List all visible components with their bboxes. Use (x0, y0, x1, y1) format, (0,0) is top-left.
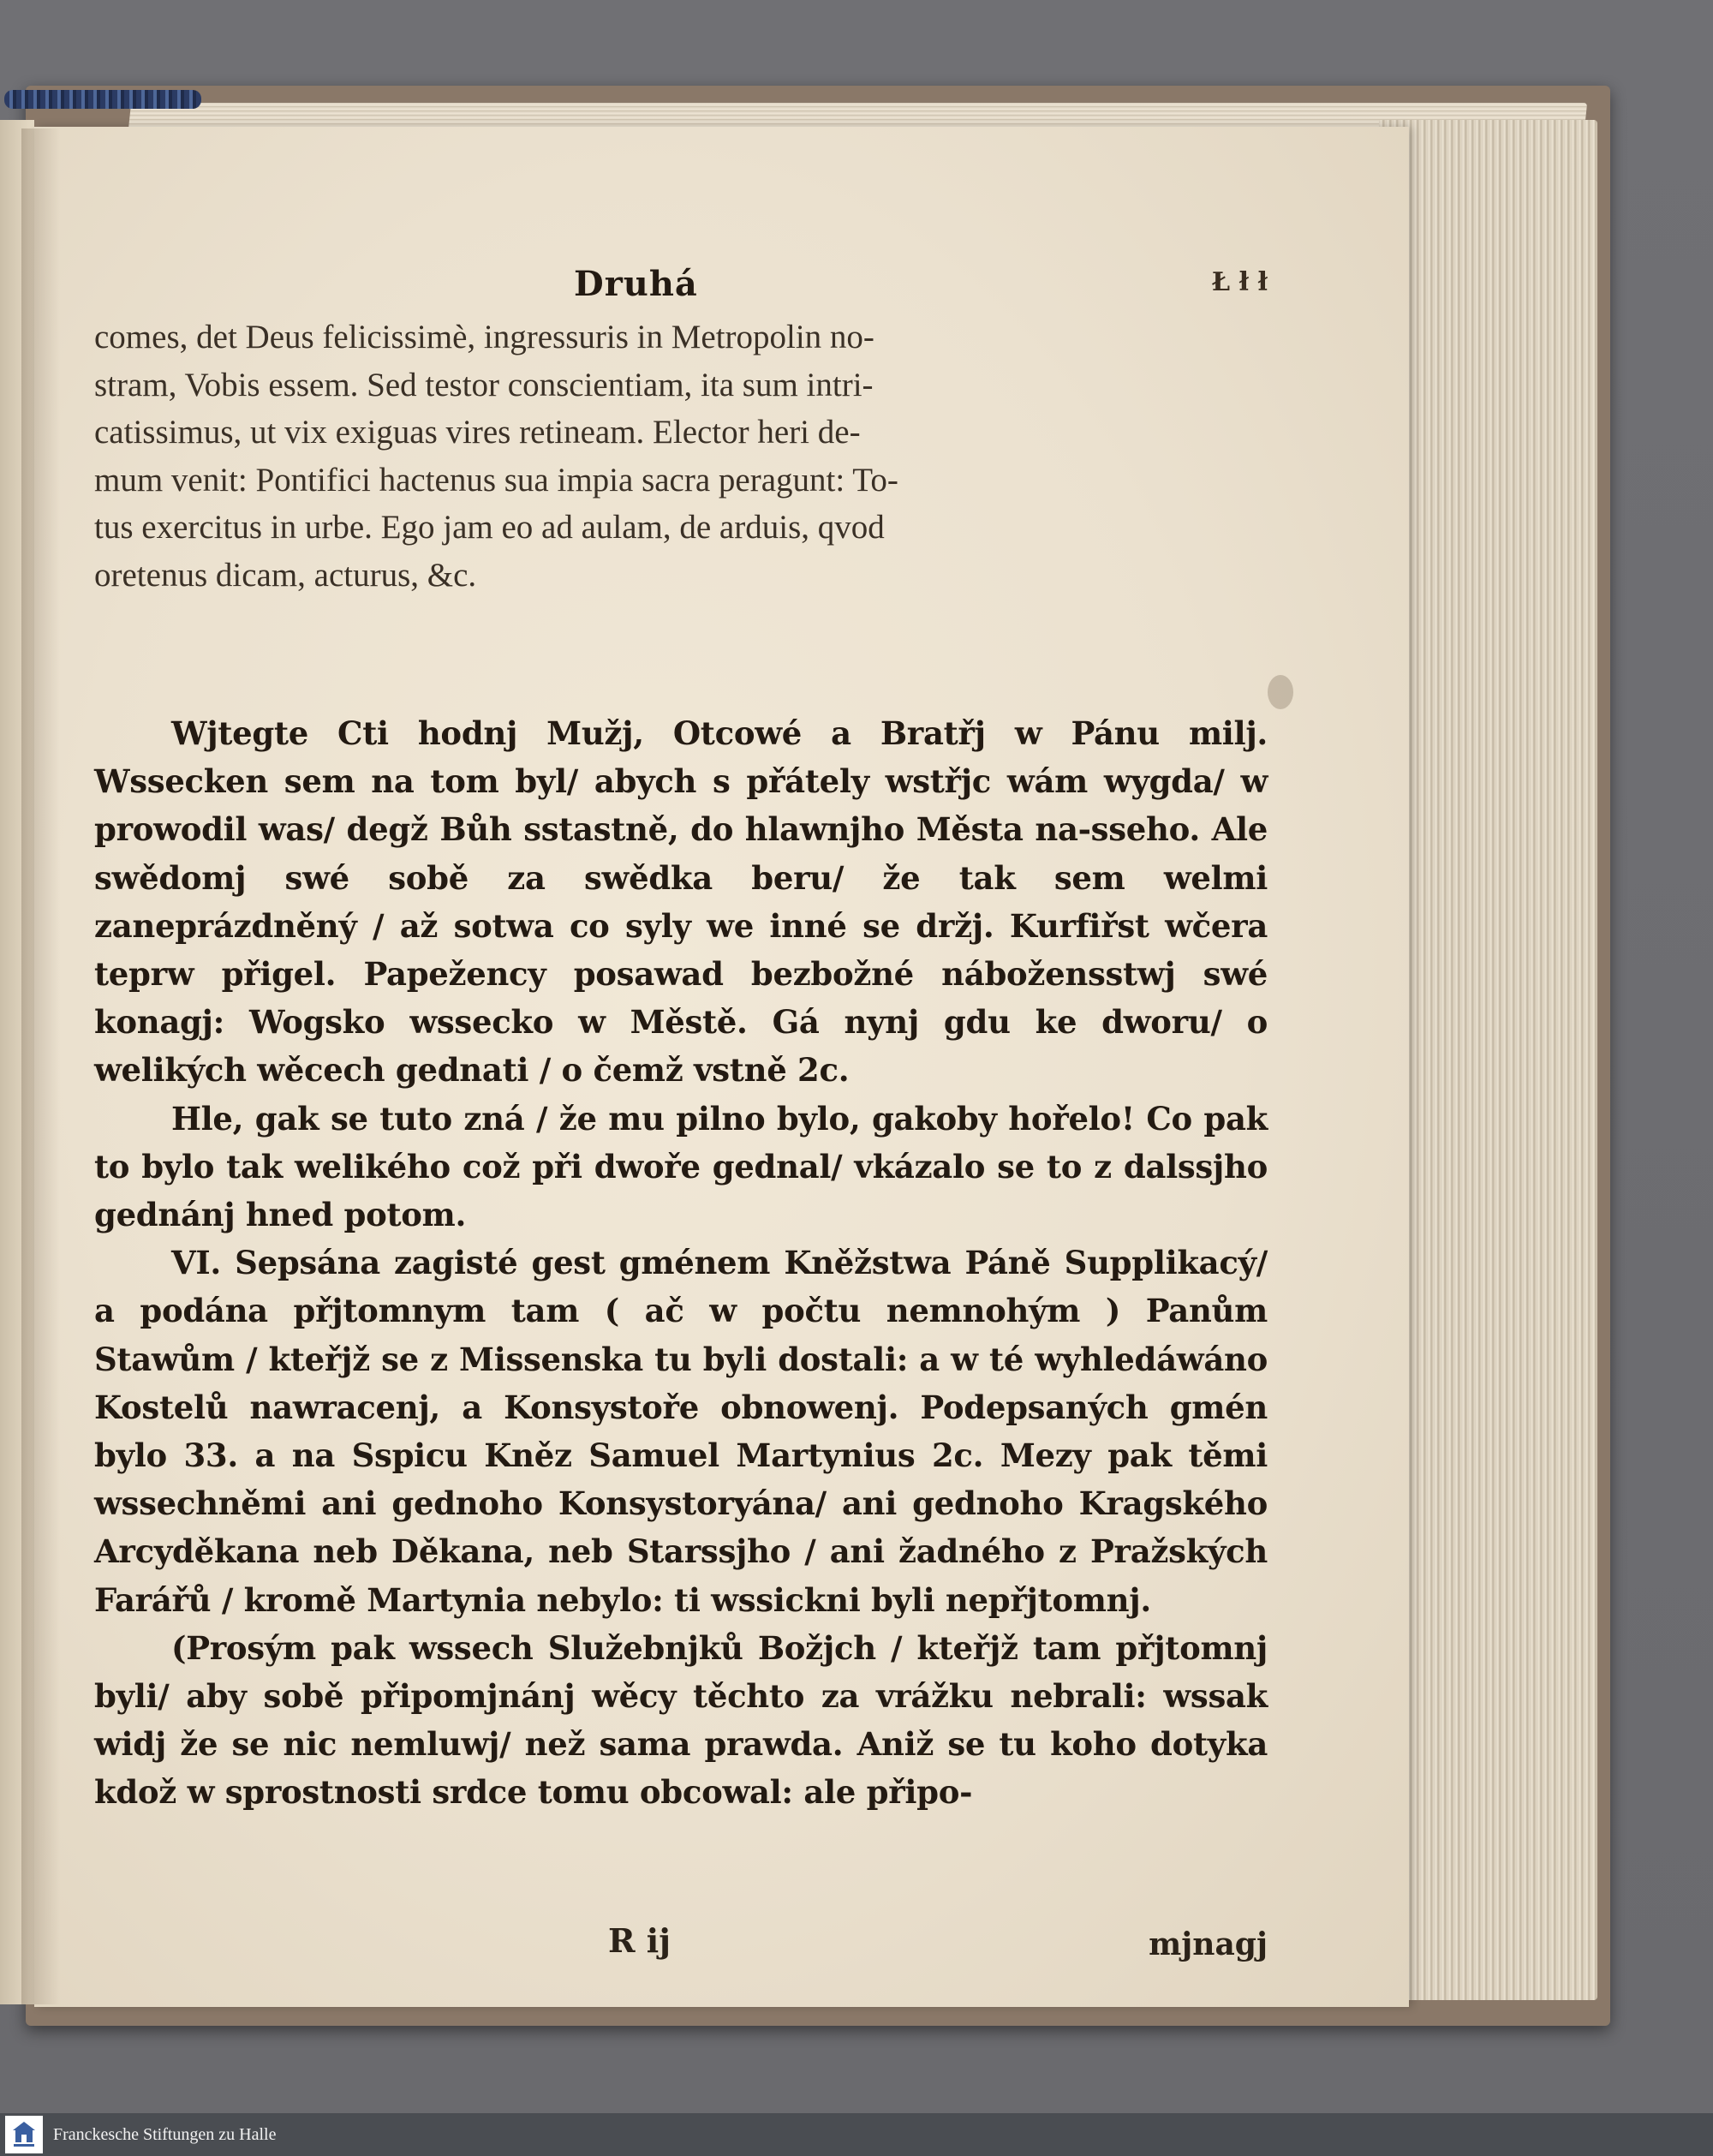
footer-bar (0, 2113, 1713, 2156)
running-head (94, 264, 1268, 315)
signature-mark: R ij (608, 1921, 671, 1960)
bookmark-ribbon (4, 90, 201, 109)
latin-line: mum venit: Pontifici hactenus sua impia sacra peragunt: To- (94, 461, 898, 499)
page-fore-edge (1379, 120, 1597, 2000)
latin-line: stram, Vobis essem. Sed testor conscientiam, ita sum intri- (94, 366, 874, 403)
latin-line: comes, det Deus felicissimè, ingressuris in Metropolin no- (94, 319, 874, 355)
page-number: Ł ł ł (1211, 267, 1268, 297)
czech-paragraph: VI. Sepsána zagisté gest gménem Kněžstwa Páně Supplikacý/ a podána přjtomnym tam ( ač w počtu nemnohým ) Panům Stawům / kteřjž se z Missenska tu byli dostali: a w té wyhledáwáno Kostelů nawracenj, a Konsystoře obnowenj. Podepsaných gmén bylo 33. a na Sspicu Kněz Samuel Martynius 2c. Mezy pak těmi wssechněmi ani gednoho Konsystoryána/ ani gednoho Kragského Arcyděkana neb Děkana, neb Starssjho / ani žadného z Pražských Farářů / kromě Martynia nebylo: ti wssickni byli nepřjtomnj. (94, 1244, 1268, 1619)
latin-line: oretenus dicam, acturus, &c. (94, 556, 477, 594)
latin-line: catissimus, ut vix exiguas vires retineam. Elector heri de- (94, 414, 861, 451)
latin-paragraph (94, 314, 1268, 599)
gutter-shadow (21, 128, 60, 2004)
institution-name: Franckesche Stiftungen zu Halle (53, 2124, 277, 2144)
czech-paragraph: (Prosým pak wssech Služebnjků Božjch / kteřjž tam přjtomnj byli/ aby sobě připomjnánj wěcy těchto za vrážku nebrali: wssak widj že se nic nemluwj/ než sama prawda. Aniž se tu koho dotyka kdož w sprostnosti srdce tomu obcowal: ale připo- (94, 1628, 1268, 1812)
book-page (34, 127, 1409, 2007)
catchword: mjnagj (1149, 1926, 1268, 1962)
czech-paragraph: Hle, gak se tuto zná / že mu pilno bylo, gakoby hořelo! Co pak to bylo tak welikého což při dwoře gednal/ vkázalo se to z dalssjho gednánj hned potom. (94, 1099, 1268, 1234)
page-foot (94, 1921, 1268, 1964)
latin-line: tus exercitus in urbe. Ego jam eo ad aulam, de arduis, qvod (94, 509, 885, 546)
running-head-title: Druhá (574, 264, 698, 304)
institution-logo-icon (5, 2116, 43, 2153)
ink-blot (1268, 675, 1293, 709)
czech-paragraph: Wjtegte Cti hodnj Mužj, Otcowé a Bratřj w Pánu milj. Wssecken sem na tom byl/ abych s přátely wstřjc wám wygda/ w prowodil was/ degž Bůh sstastně, do hlawnjho Města na-sseho. Ale swědomj swé sobě za swědka beru/ že tak sem welmi zaneprázdněný / až sotwa co syly we inné se držj. Kurfiřst wčera teprw přigel. Papežency posawad bezbožné nábožensstwj swé konagj: Wogsko wssecko w Městě. Gá nynj gdu ke dworu/ o welikých wěcech gednati / o čemž vstně 2c. (94, 714, 1268, 1090)
czech-text (94, 709, 1268, 1817)
